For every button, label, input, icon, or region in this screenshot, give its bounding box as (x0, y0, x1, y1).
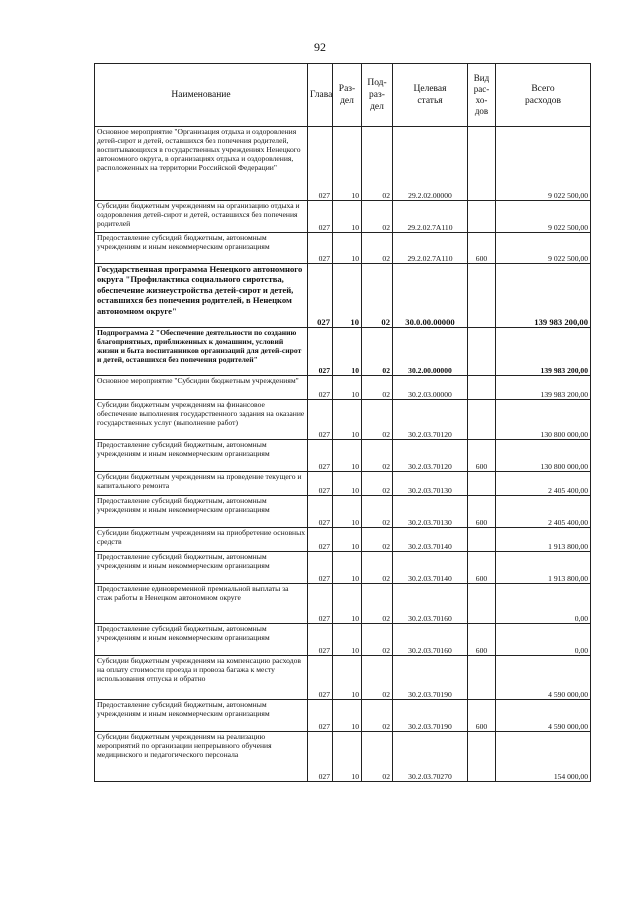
row-chapter-cell: 027 (308, 496, 333, 528)
row-chapter-cell: 027 (308, 233, 333, 264)
row-chapter-cell: 027 (308, 264, 333, 328)
row-chapter-cell: 027 (308, 201, 333, 233)
header-chapter: Глава (308, 64, 333, 127)
row-chapter-cell: 027 (308, 552, 333, 584)
row-name-cell: Подпрограмма 2 "Обеспечение деятельности по созданию благоприятных, приближенных к домашним, условий жизни и быта воспитанников организаций для детей-сирот и детей, оставшихся без попечения родителей" (95, 328, 308, 376)
row-target-cell: 30.2.03.70140 (393, 528, 468, 552)
row-subsection-cell: 02 (362, 201, 393, 233)
row-type-cell (468, 127, 496, 201)
row-target-cell: 30.2.03.70160 (393, 584, 468, 624)
row-type-cell: 600 (468, 624, 496, 656)
row-section-cell: 10 (333, 264, 362, 328)
row-name-cell: Субсидии бюджетным учреждениям на компенсацию расходов на оплату стоимости проезда и провоза багажа к месту использования отпуска и обратно (95, 656, 308, 700)
row-chapter-cell: 027 (308, 400, 333, 440)
row-subsection-cell: 02 (362, 328, 393, 376)
row-target-cell: 30.0.00.00000 (393, 264, 468, 328)
row-name-cell: Предоставление субсидий бюджетным, автономным учреждениям и иным некоммерческим организациям (95, 552, 308, 584)
row-chapter-cell: 027 (308, 127, 333, 201)
row-section-cell: 10 (333, 700, 362, 732)
row-type-cell (468, 584, 496, 624)
row-target-cell: 29.2.02.7А110 (393, 233, 468, 264)
row-total-cell: 130 800 000,00 (496, 400, 591, 440)
row-type-cell (468, 328, 496, 376)
row-total-cell: 1 913 800,00 (496, 528, 591, 552)
row-name-cell: Субсидии бюджетным учреждениям на организацию отдыха и оздоровления детей-сирот и детей, оставшихся без попечения родителей (95, 201, 308, 233)
table-row (95, 376, 591, 400)
row-target-cell: 30.2.03.70130 (393, 496, 468, 528)
header-subsection: Под- раз- дел (362, 64, 393, 127)
row-target-cell: 30.2.03.70190 (393, 656, 468, 700)
row-target-cell: 30.2.03.70130 (393, 472, 468, 496)
row-total-cell: 139 983 200,00 (496, 328, 591, 376)
row-target-cell: 29.2.02.7А110 (393, 201, 468, 233)
row-total-cell: 9 022 500,00 (496, 127, 591, 201)
row-section-cell: 10 (333, 528, 362, 552)
row-name-cell: Основное мероприятие "Субсидии бюджетным учреждениям" (95, 376, 308, 400)
table-row (95, 732, 591, 782)
row-name-cell: Предоставление субсидий бюджетным, автономным учреждениям и иным некоммерческим организациям (95, 624, 308, 656)
table-row (95, 552, 591, 584)
row-type-cell (468, 201, 496, 233)
header-section: Раз- дел (333, 64, 362, 127)
row-section-cell: 10 (333, 624, 362, 656)
row-type-cell (468, 732, 496, 782)
row-target-cell: 30.2.03.70140 (393, 552, 468, 584)
row-section-cell: 10 (333, 496, 362, 528)
header-total: Всего расходов (496, 64, 591, 127)
row-total-cell: 2 405 400,00 (496, 496, 591, 528)
row-type-cell (468, 400, 496, 440)
row-name-cell: Государственная программа Ненецкого автономного округа "Профилактика социального сиротства, обеспечение жизнеустройства детей-сирот и детей, оставшихся без попечения родителей, в Ненецком автономном округе" (95, 264, 308, 328)
table-row (95, 472, 591, 496)
table-row (95, 528, 591, 552)
row-total-cell: 4 590 000,00 (496, 700, 591, 732)
row-type-cell: 600 (468, 233, 496, 264)
row-subsection-cell: 02 (362, 528, 393, 552)
table-row (95, 624, 591, 656)
row-section-cell: 10 (333, 472, 362, 496)
row-section-cell: 10 (333, 201, 362, 233)
row-section-cell: 10 (333, 552, 362, 584)
row-target-cell: 30.2.00.00000 (393, 328, 468, 376)
row-section-cell: 10 (333, 328, 362, 376)
row-type-cell (468, 376, 496, 400)
row-target-cell: 30.2.03.70270 (393, 732, 468, 782)
row-chapter-cell: 027 (308, 528, 333, 552)
row-total-cell: 2 405 400,00 (496, 472, 591, 496)
row-type-cell (468, 472, 496, 496)
row-type-cell (468, 528, 496, 552)
row-type-cell: 600 (468, 700, 496, 732)
row-name-cell: Предоставление единовременной премиальной выплаты за стаж работы в Ненецком автономном округе (95, 584, 308, 624)
row-total-cell: 1 913 800,00 (496, 552, 591, 584)
row-subsection-cell: 02 (362, 700, 393, 732)
row-type-cell: 600 (468, 440, 496, 472)
row-target-cell: 30.2.03.70160 (393, 624, 468, 656)
row-chapter-cell: 027 (308, 472, 333, 496)
table-row (95, 400, 591, 440)
row-subsection-cell: 02 (362, 552, 393, 584)
row-target-cell: 30.2.03.70120 (393, 400, 468, 440)
row-name-cell: Предоставление субсидий бюджетным, автономным учреждениям и иным некоммерческим организациям (95, 233, 308, 264)
row-total-cell: 139 983 200,00 (496, 264, 591, 328)
row-target-cell: 30.2.03.70190 (393, 700, 468, 732)
row-section-cell: 10 (333, 127, 362, 201)
row-section-cell: 10 (333, 656, 362, 700)
header-target: Целевая статья (393, 64, 468, 127)
row-target-cell: 30.2.03.70120 (393, 440, 468, 472)
row-total-cell: 9 022 500,00 (496, 233, 591, 264)
table-row (95, 584, 591, 624)
table-row (95, 264, 591, 328)
row-total-cell: 130 800 000,00 (496, 440, 591, 472)
table-row (95, 328, 591, 376)
row-total-cell: 4 590 000,00 (496, 656, 591, 700)
row-chapter-cell: 027 (308, 376, 333, 400)
row-type-cell (468, 656, 496, 700)
row-target-cell: 30.2.03.00000 (393, 376, 468, 400)
row-name-cell: Субсидии бюджетным учреждениям на приобретение основных средств (95, 528, 308, 552)
row-subsection-cell: 02 (362, 233, 393, 264)
row-total-cell: 139 983 200,00 (496, 376, 591, 400)
row-subsection-cell: 02 (362, 376, 393, 400)
row-type-cell: 600 (468, 496, 496, 528)
row-chapter-cell: 027 (308, 624, 333, 656)
row-chapter-cell: 027 (308, 584, 333, 624)
row-subsection-cell: 02 (362, 472, 393, 496)
row-subsection-cell: 02 (362, 264, 393, 328)
row-name-cell: Предоставление субсидий бюджетным, автономным учреждениям и иным некоммерческим организациям (95, 496, 308, 528)
table-row (95, 233, 591, 264)
row-name-cell: Предоставление субсидий бюджетным, автономным учреждениям и иным некоммерческим организациям (95, 700, 308, 732)
row-chapter-cell: 027 (308, 328, 333, 376)
row-section-cell: 10 (333, 233, 362, 264)
row-chapter-cell: 027 (308, 700, 333, 732)
row-section-cell: 10 (333, 400, 362, 440)
row-subsection-cell: 02 (362, 732, 393, 782)
page-number: 92 (314, 40, 326, 54)
row-section-cell: 10 (333, 376, 362, 400)
row-subsection-cell: 02 (362, 656, 393, 700)
row-type-cell: 600 (468, 552, 496, 584)
row-total-cell: 0,00 (496, 624, 591, 656)
table-row (95, 700, 591, 732)
row-chapter-cell: 027 (308, 440, 333, 472)
row-subsection-cell: 02 (362, 624, 393, 656)
row-total-cell: 9 022 500,00 (496, 201, 591, 233)
row-subsection-cell: 02 (362, 127, 393, 201)
budget-table (94, 63, 591, 782)
row-name-cell: Субсидии бюджетным учреждениям на финансовое обеспечение выполнения государственного задания на оказание государственных услуг (выполнение работ) (95, 400, 308, 440)
row-name-cell: Субсидии бюджетным учреждениям на реализацию мероприятий по организации непрерывного обучения медицинского и педагогического персонала (95, 732, 308, 782)
row-type-cell (468, 264, 496, 328)
table-row (95, 496, 591, 528)
header-name: Наименование (95, 64, 308, 127)
row-total-cell: 154 000,00 (496, 732, 591, 782)
header-row (95, 64, 591, 127)
row-total-cell: 0,00 (496, 584, 591, 624)
row-subsection-cell: 02 (362, 440, 393, 472)
row-section-cell: 10 (333, 732, 362, 782)
table-row (95, 127, 591, 201)
row-chapter-cell: 027 (308, 732, 333, 782)
header-type: Вид рас- хо- дов (468, 64, 496, 127)
row-section-cell: 10 (333, 440, 362, 472)
row-subsection-cell: 02 (362, 496, 393, 528)
row-subsection-cell: 02 (362, 400, 393, 440)
row-name-cell: Субсидии бюджетным учреждениям на проведение текущего и капитального ремонта (95, 472, 308, 496)
row-target-cell: 29.2.02.00000 (393, 127, 468, 201)
row-name-cell: Основное мероприятие "Организация отдыха и оздоровления детей-сирот и детей, оставшихся без попечения родителей, воспитывающихся в государственных учреждениях Ненецкого автономного округа, в организациях отдыха и оздоровления, расположенных на территории Российской Федерации" (95, 127, 308, 201)
table-row (95, 656, 591, 700)
row-section-cell: 10 (333, 584, 362, 624)
row-name-cell: Предоставление субсидий бюджетным, автономным учреждениям и иным некоммерческим организациям (95, 440, 308, 472)
row-chapter-cell: 027 (308, 656, 333, 700)
table-row (95, 201, 591, 233)
table-row (95, 440, 591, 472)
row-subsection-cell: 02 (362, 584, 393, 624)
